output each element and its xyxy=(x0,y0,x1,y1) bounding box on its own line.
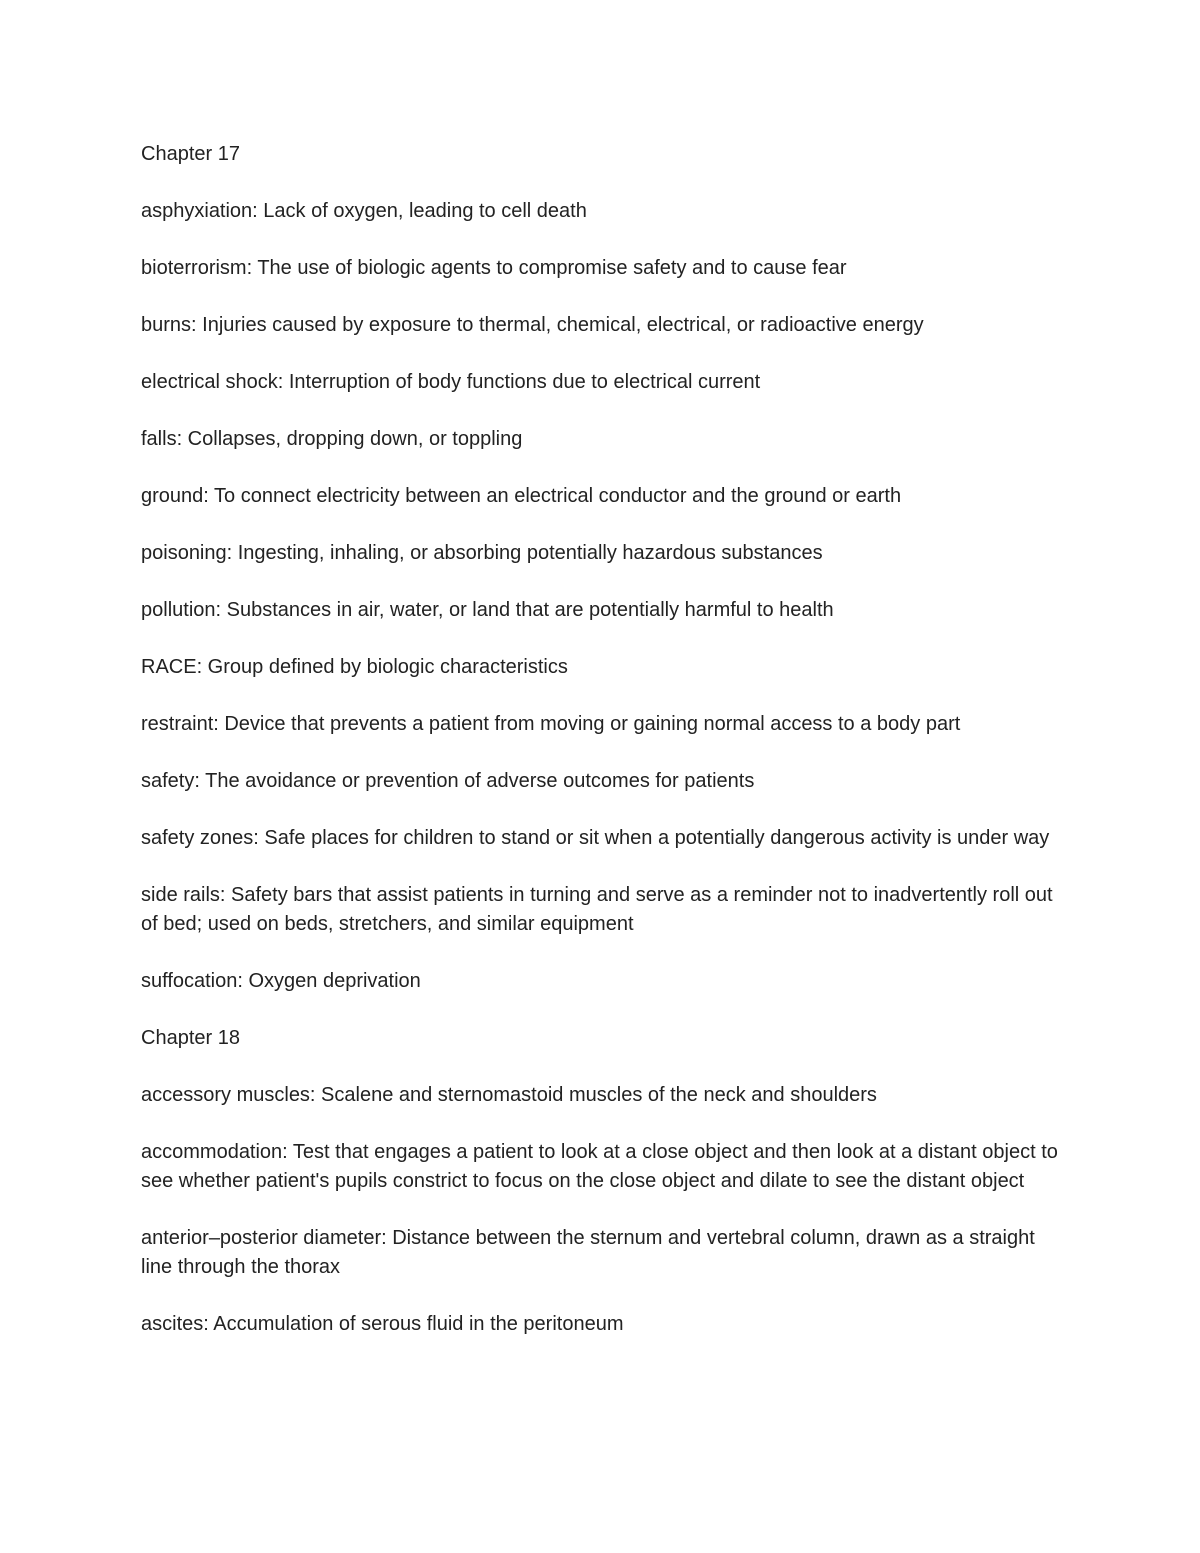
chapter-heading: Chapter 17 xyxy=(141,143,240,165)
glossary-term: safety zones: Safe places for children to stand or sit when a potentially dangerous activity is under way xyxy=(141,827,1050,849)
glossary-term: pollution: Substances in air, water, or land that are potentially harmful to health xyxy=(141,599,834,621)
glossary-term: anterior–posterior diameter: Distance between the sternum and vertebral column, drawn as a straight line through the thorax xyxy=(141,1227,1035,1278)
glossary-term: asphyxiation: Lack of oxygen, leading to cell death xyxy=(141,200,587,222)
chapter-heading: Chapter 18 xyxy=(141,1027,240,1049)
glossary-term: suffocation: Oxygen deprivation xyxy=(141,970,421,992)
glossary-term: RACE: Group defined by biologic characteristics xyxy=(141,656,568,678)
glossary-term: restraint: Device that prevents a patient from moving or gaining normal access to a body part xyxy=(141,713,961,735)
glossary-term: falls: Collapses, dropping down, or toppling xyxy=(141,428,523,450)
glossary-term: accessory muscles: Scalene and sternomastoid muscles of the neck and shoulders xyxy=(141,1084,877,1106)
glossary-term: accommodation: Test that engages a patient to look at a close object and then look at a distant object to see whether patient's pupils constrict to focus on the close object and dilate to see the distant object xyxy=(141,1141,1058,1192)
glossary-term: ground: To connect electricity between an electrical conductor and the ground or earth xyxy=(141,485,902,507)
glossary-term: safety: The avoidance or prevention of adverse outcomes for patients xyxy=(141,770,755,792)
glossary-term: ascites: Accumulation of serous fluid in the peritoneum xyxy=(141,1313,624,1335)
glossary-term: bioterrorism: The use of biologic agents to compromise safety and to cause fear xyxy=(141,257,847,279)
glossary-term: electrical shock: Interruption of body functions due to electrical current xyxy=(141,371,761,393)
document-page xyxy=(141,140,1066,1367)
glossary-term: poisoning: Ingesting, inhaling, or absorbing potentially hazardous substances xyxy=(141,542,823,564)
glossary-term: side rails: Safety bars that assist patients in turning and serve as a reminder not to inadvertently roll out of bed; used on beds, stretchers, and similar equipment xyxy=(141,884,1053,935)
glossary-term: burns: Injuries caused by exposure to thermal, chemical, electrical, or radioactive energy xyxy=(141,314,924,336)
